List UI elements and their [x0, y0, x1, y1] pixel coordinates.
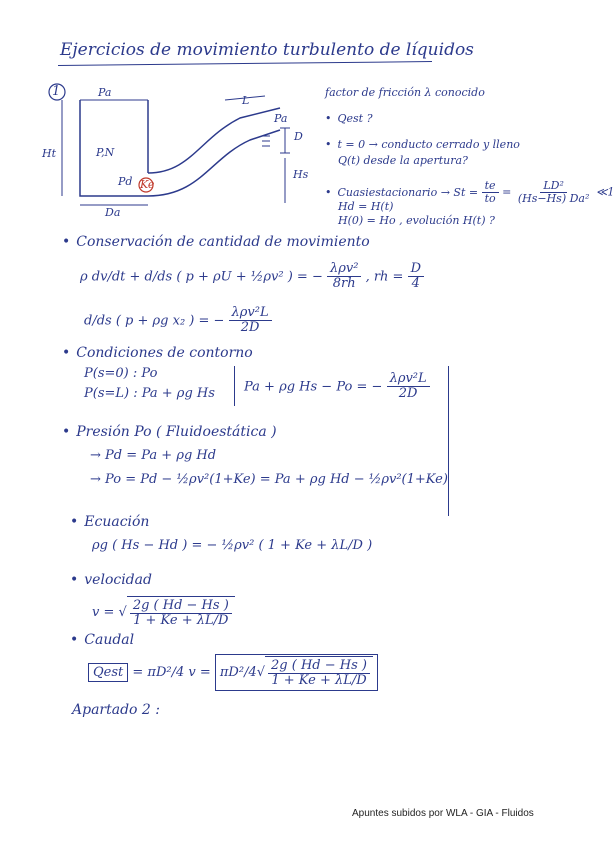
eq-momentum — [80, 262, 424, 292]
st-tail: ≪1 — [595, 185, 615, 199]
note-hd: Hd = H(t) — [338, 200, 394, 213]
equation-main: ρg ( Hs − Hd ) = − ½ρv² ( 1 + Ke + λL/D ) — [92, 538, 373, 553]
st2-den: (Hs−Hs) Da² — [517, 192, 590, 206]
bc-brace — [228, 366, 235, 406]
eq1-left: ρ dv/dt + d/ds ( p + ρU + ½ρv² ) = − — [80, 269, 323, 285]
label-pa-top: Pa — [98, 86, 112, 99]
eq2-den: 2D — [240, 320, 260, 336]
section-boundary: • Condiciones de contorno — [62, 345, 253, 361]
flow-eq — [88, 654, 378, 691]
note-t0: • t = 0 → conducto cerrado y lleno — [325, 138, 520, 151]
bc-res-den: 2D — [398, 386, 418, 402]
title-underline — [58, 61, 432, 66]
v-num: 2g ( Hd − Hs ) — [130, 599, 232, 614]
pressure-po: → Po = Pd − ½ρv²(1+Ke) = Pa + ρg Hd − ½ρv²(1+Ke) — [90, 472, 448, 487]
q-coef: πD²/4 — [219, 664, 257, 680]
pressure-pd: → Pd = Pa + ρg Hd — [90, 448, 217, 463]
section-pressure: • Presión Po ( Fluidoestática ) — [62, 424, 277, 440]
note-qt: Q(t) desde la apertura? — [338, 154, 468, 167]
note-quasi: • Cuasiestacionario → St = $\frac{te}{to}$ = $\frac{\text{LD²}}{\text{(Hs−Hs) Da²}}$ ≪1 — [325, 180, 614, 205]
q-num: 2g ( Hd − Hs ) — [268, 659, 370, 674]
label-l: L — [242, 94, 250, 107]
label-pa-right: Pa — [274, 112, 288, 125]
section-momentum: • Conservación de cantidad de movimiento — [62, 234, 370, 250]
eq2-left: d/ds ( p + ρg x₂ ) = − — [84, 313, 225, 329]
page-title: Ejercicios de movimiento turbulento de líquidos — [60, 40, 474, 60]
st2-num: LD² — [540, 180, 567, 193]
velocity-eq: v = √ $\frac{2g ( Hd - Hs )}{1 + Ke + \lambda L/D}$ — [92, 596, 235, 629]
st-den: to — [484, 192, 496, 206]
section-part2: Apartado 2 : — [72, 702, 160, 718]
q-den: 1 + Ke + λL/D — [271, 673, 367, 689]
tank-pipe-diagram — [40, 78, 320, 228]
big-brace — [440, 366, 449, 516]
bc-result — [244, 372, 430, 402]
label-da: Da — [105, 206, 121, 219]
rh-num: D — [408, 262, 424, 277]
q-lhs: Qest — [88, 663, 128, 682]
label-ht: Ht — [42, 147, 57, 160]
q-boxed-result: πD²/4 √ $\frac{2g ( Hd - Hs )}{1 + Ke + \lambda L/D}$ — [215, 654, 378, 691]
eq-momentum-simplified — [84, 306, 272, 336]
problem-number: 1 — [52, 84, 61, 99]
eq2-num: λρv²L — [229, 306, 272, 321]
q-mid: = πD²/4 v = — [132, 664, 211, 680]
bc-res-num: λρv²L — [387, 372, 430, 387]
note-qest: • Qest ? — [325, 112, 373, 125]
eq1-num: λρv² — [327, 262, 361, 277]
st-num: te — [482, 180, 499, 193]
page-footer: Apuntes subidos por WLA - GIA - Fluidos — [352, 808, 534, 819]
label-hs: Hs — [293, 168, 309, 181]
eq1-den: 8rh — [332, 276, 356, 292]
label-d: D — [294, 130, 303, 143]
note-quasi-text: • Cuasiestacionario → St = — [325, 186, 478, 199]
note-h0: H(0) = Ho , evolución H(t) ? — [338, 214, 495, 227]
label-pd: Pd — [118, 175, 133, 188]
v-den: 1 + Ke + λL/D — [133, 613, 229, 629]
label-ke: Ke — [140, 178, 155, 191]
v-lhs: v = — [92, 604, 115, 620]
bc-1: P(s=0) : Po — [84, 366, 158, 381]
label-pn: P,N — [96, 146, 115, 159]
rh-den: 4 — [411, 276, 420, 292]
note-friction: factor de fricción λ conocido — [325, 86, 485, 99]
section-equation: • Ecuación — [70, 514, 149, 530]
bc-2: P(s=L) : Pa + ρg Hs — [84, 386, 215, 401]
bc-res-text: Pa + ρg Hs − Po = − — [244, 379, 383, 395]
section-velocity: • velocidad — [70, 572, 152, 588]
section-flow: • Caudal — [70, 632, 134, 648]
eq1-rh: , rh = — [365, 269, 404, 285]
